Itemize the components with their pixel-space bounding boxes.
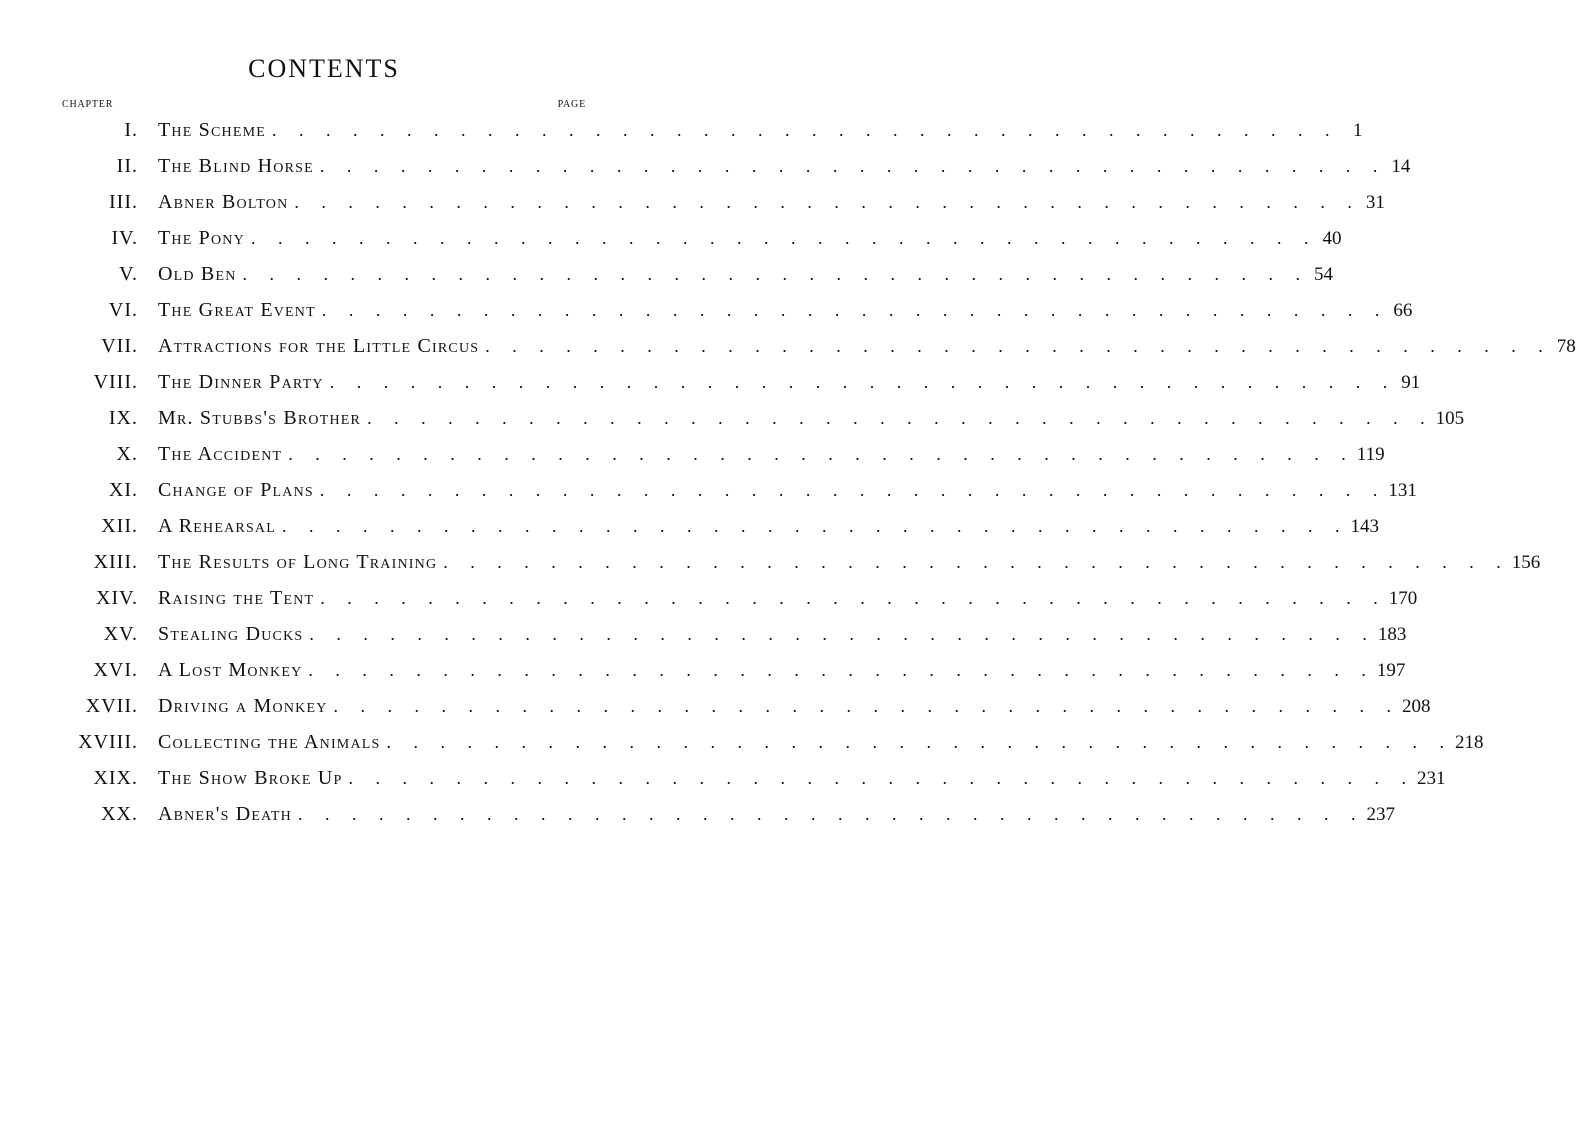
dot-leader: . . . . . . . . . . . . . . . . . . . . . . . . . . . . . . . . . . . . . . . . (319, 480, 1387, 500)
toc-entry-line (158, 580, 1418, 617)
toc-entry-line (158, 724, 1484, 761)
toc-entry[interactable] (0, 436, 1385, 472)
page-number: 91 (1401, 372, 1421, 393)
dot-leader: . . . . . . . . . . . . . . . . . . . . . . . . . . . . . . . . . . . . . . . . (282, 516, 1349, 536)
chapter-number: XIV. (96, 587, 138, 609)
chapter-title: The Pony (158, 227, 245, 249)
toc-entry[interactable] (0, 184, 1385, 220)
toc-entry-line (158, 256, 1334, 293)
toc-entry-line (158, 220, 1342, 257)
page-number: 208 (1402, 696, 1431, 717)
toc-entry[interactable] (0, 364, 1421, 400)
chapter-title: Change of Plans (158, 479, 314, 501)
chapter-number: IV. (111, 227, 138, 249)
chapter-number: II. (116, 155, 138, 177)
page-number: 66 (1393, 300, 1413, 321)
toc-entry[interactable] (0, 256, 1334, 292)
toc-entry-line (158, 616, 1407, 653)
toc-entry[interactable] (0, 328, 1576, 364)
dot-leader: . . . . . . . . . . . . . . . . . . . . . . . . . . . . . . . . . . . . . . . . (272, 120, 1339, 140)
toc-entry-line (158, 688, 1431, 725)
page-number: 156 (1511, 552, 1541, 573)
chapter-title: Attractions for the Little Circus (158, 335, 480, 357)
toc-entry[interactable] (0, 148, 1411, 184)
toc-entry[interactable] (0, 724, 1484, 760)
page-title: CONTENTS (248, 54, 400, 83)
chapter-title: Old Ben (158, 263, 237, 285)
chapter-title: The Blind Horse (158, 155, 314, 177)
chapter-number: XX. (101, 803, 138, 825)
chapter-number: XI. (108, 479, 138, 501)
toc-entry-line (158, 148, 1411, 185)
toc-entry-line (158, 364, 1421, 401)
dot-leader: . . . . . . . . . . . . . . . . . . . . . . . . . . . . . . . . . . . . . . . . (329, 372, 1397, 392)
chapter-number: VII. (101, 335, 138, 357)
chapter-number: XV. (103, 623, 138, 645)
dot-leader: . . . . . . . . . . . . . . . . . . . . . . . . . . . . . . . . . . . . . . . . (443, 552, 1510, 572)
toc-entry-line (158, 796, 1395, 833)
toc-entry-line (158, 472, 1417, 509)
chapter-number: III. (109, 191, 138, 213)
chapter-title: Abner Bolton (158, 191, 289, 213)
toc-entry[interactable] (0, 580, 1418, 616)
page-number: 131 (1388, 480, 1417, 501)
toc-entry[interactable] (0, 220, 1342, 256)
chapter-number: V. (119, 263, 138, 285)
chapter-title: The Great Event (158, 299, 316, 321)
chapter-number: XVIII. (78, 731, 138, 753)
chapter-number: VIII. (93, 371, 138, 393)
page-number: 40 (1322, 228, 1342, 249)
dot-leader: . . . . . . . . . . . . . . . . . . . . . . . . . . . . . . . . . . . . . . . . (308, 660, 1375, 680)
chapter-number: X. (116, 443, 138, 465)
toc-entry[interactable] (0, 796, 1395, 832)
dot-leader: . . . . . . . . . . . . . . . . . . . . . . . . . . . . . . . . . . . . . . . . (298, 804, 1365, 824)
dot-leader: . . . . . . . . . . . . . . . . . . . . . . . . . . . . . . . . . . . . . . . . (294, 192, 1361, 212)
page-number: 14 (1391, 156, 1411, 177)
table-of-contents (0, 112, 1576, 832)
chapter-title: Mr. Stubbs's Brother (158, 407, 362, 429)
page-number: 218 (1455, 732, 1484, 753)
chapter-title: Stealing Ducks (158, 623, 304, 645)
dot-leader: . . . . . . . . . . . . . . . . . . . . . . . . . . . . . . . . . . . . . . . . (320, 588, 1387, 608)
chapter-number: IX. (108, 407, 138, 429)
chapter-column-header: CHAPTER (62, 99, 114, 110)
dot-leader: . . . . . . . . . . . . . . . . . . . . . . . . . . . . . . . . . . . . . . . . (321, 300, 1389, 320)
chapter-title: A Rehearsal (158, 515, 276, 537)
page-column-header: PAGE (557, 99, 586, 110)
toc-entry[interactable] (0, 292, 1413, 328)
page-number: 237 (1366, 804, 1395, 825)
chapter-title: The Show Broke Up (158, 767, 343, 789)
chapter-number: XVI. (93, 659, 138, 681)
toc-entry[interactable] (0, 472, 1417, 508)
toc-entry-line (158, 436, 1385, 473)
page-number: 197 (1376, 660, 1406, 681)
chapter-number: XII. (101, 515, 138, 537)
chapter-title: The Accident (158, 443, 283, 465)
dot-leader: . . . . . . . . . . . . . . . . . . . . . . . . . . . . . . . . . . . . . . . . (348, 768, 1416, 788)
toc-entry[interactable] (0, 400, 1465, 436)
chapter-number: XVII. (85, 695, 138, 717)
chapter-number: XIX. (93, 767, 138, 789)
toc-entry[interactable] (0, 112, 1363, 148)
chapter-title: Abner's Death (158, 803, 292, 825)
dot-leader: . . . . . . . . . . . . . . . . . . . . . . . . . . . . . . . . . . . . . . . . (288, 444, 1355, 464)
dot-leader: . . . . . . . . . . . . . . . . . . . . . . . . . . . . . . . . . . . . . . . . (367, 408, 1434, 428)
chapter-number: VI. (108, 299, 138, 321)
chapter-title: The Dinner Party (158, 371, 324, 393)
toc-entry-line (158, 544, 1541, 581)
chapter-number: XIII. (93, 551, 138, 573)
chapter-title: The Scheme (158, 119, 267, 141)
toc-entry-line (158, 652, 1406, 689)
page-number: 231 (1417, 768, 1446, 789)
page-number: 170 (1388, 588, 1418, 609)
dot-leader: . . . . . . . . . . . . . . . . . . . . . . . . . . . . . . . . . . . . . . . . (250, 228, 1318, 248)
chapter-title: The Results of Long Training (158, 551, 438, 573)
toc-entry[interactable] (0, 652, 1406, 688)
chapter-title: Driving a Monkey (158, 695, 328, 717)
toc-entry-line (158, 292, 1413, 329)
page-number: 1 (1353, 120, 1363, 141)
toc-entry-line (158, 112, 1363, 149)
dot-leader: . . . . . . . . . . . . . . . . . . . . . . . . . . . . . . . . . . . . . . . . (319, 156, 1387, 176)
toc-entry-line (158, 184, 1385, 221)
page-number: 143 (1350, 516, 1379, 537)
chapter-number: I. (124, 119, 138, 141)
page-number: 119 (1356, 444, 1385, 465)
page-number: 105 (1435, 408, 1465, 429)
dot-leader: . . . . . . . . . . . . . . . . . . . . . . . . . . . . . . . . . . . . . . . . (386, 732, 1454, 752)
chapter-title: Collecting the Animals (158, 731, 381, 753)
toc-entry[interactable] (0, 688, 1431, 724)
chapter-title: Raising the Tent (158, 587, 315, 609)
toc-entry-line (158, 400, 1465, 437)
dot-leader: . . . . . . . . . . . . . . . . . . . . . . . . . . . . . . . . . . . . . . . . (485, 336, 1552, 356)
toc-entry[interactable] (0, 508, 1379, 544)
page-number: 78 (1556, 336, 1576, 357)
dot-leader: . . . . . . . . . . . . . . . . . . . . . . . . . . . . . . . . . . . . . . . . (309, 624, 1376, 644)
page-number: 31 (1365, 192, 1385, 213)
toc-entry[interactable] (0, 544, 1541, 580)
dot-leader: . . . . . . . . . . . . . . . . . . . . . . . . . . . . . . . . . . . . . . . . (242, 264, 1310, 284)
toc-entry[interactable] (0, 616, 1407, 652)
toc-entry[interactable] (0, 760, 1446, 796)
page-number: 183 (1377, 624, 1407, 645)
chapter-title: A Lost Monkey (158, 659, 303, 681)
toc-entry-line (158, 508, 1379, 545)
toc-entry-line (158, 328, 1576, 365)
toc-entry-line (158, 760, 1446, 797)
page-number: 54 (1314, 264, 1334, 285)
dot-leader: . . . . . . . . . . . . . . . . . . . . . . . . . . . . . . . . . . . . . . . . (333, 696, 1401, 716)
